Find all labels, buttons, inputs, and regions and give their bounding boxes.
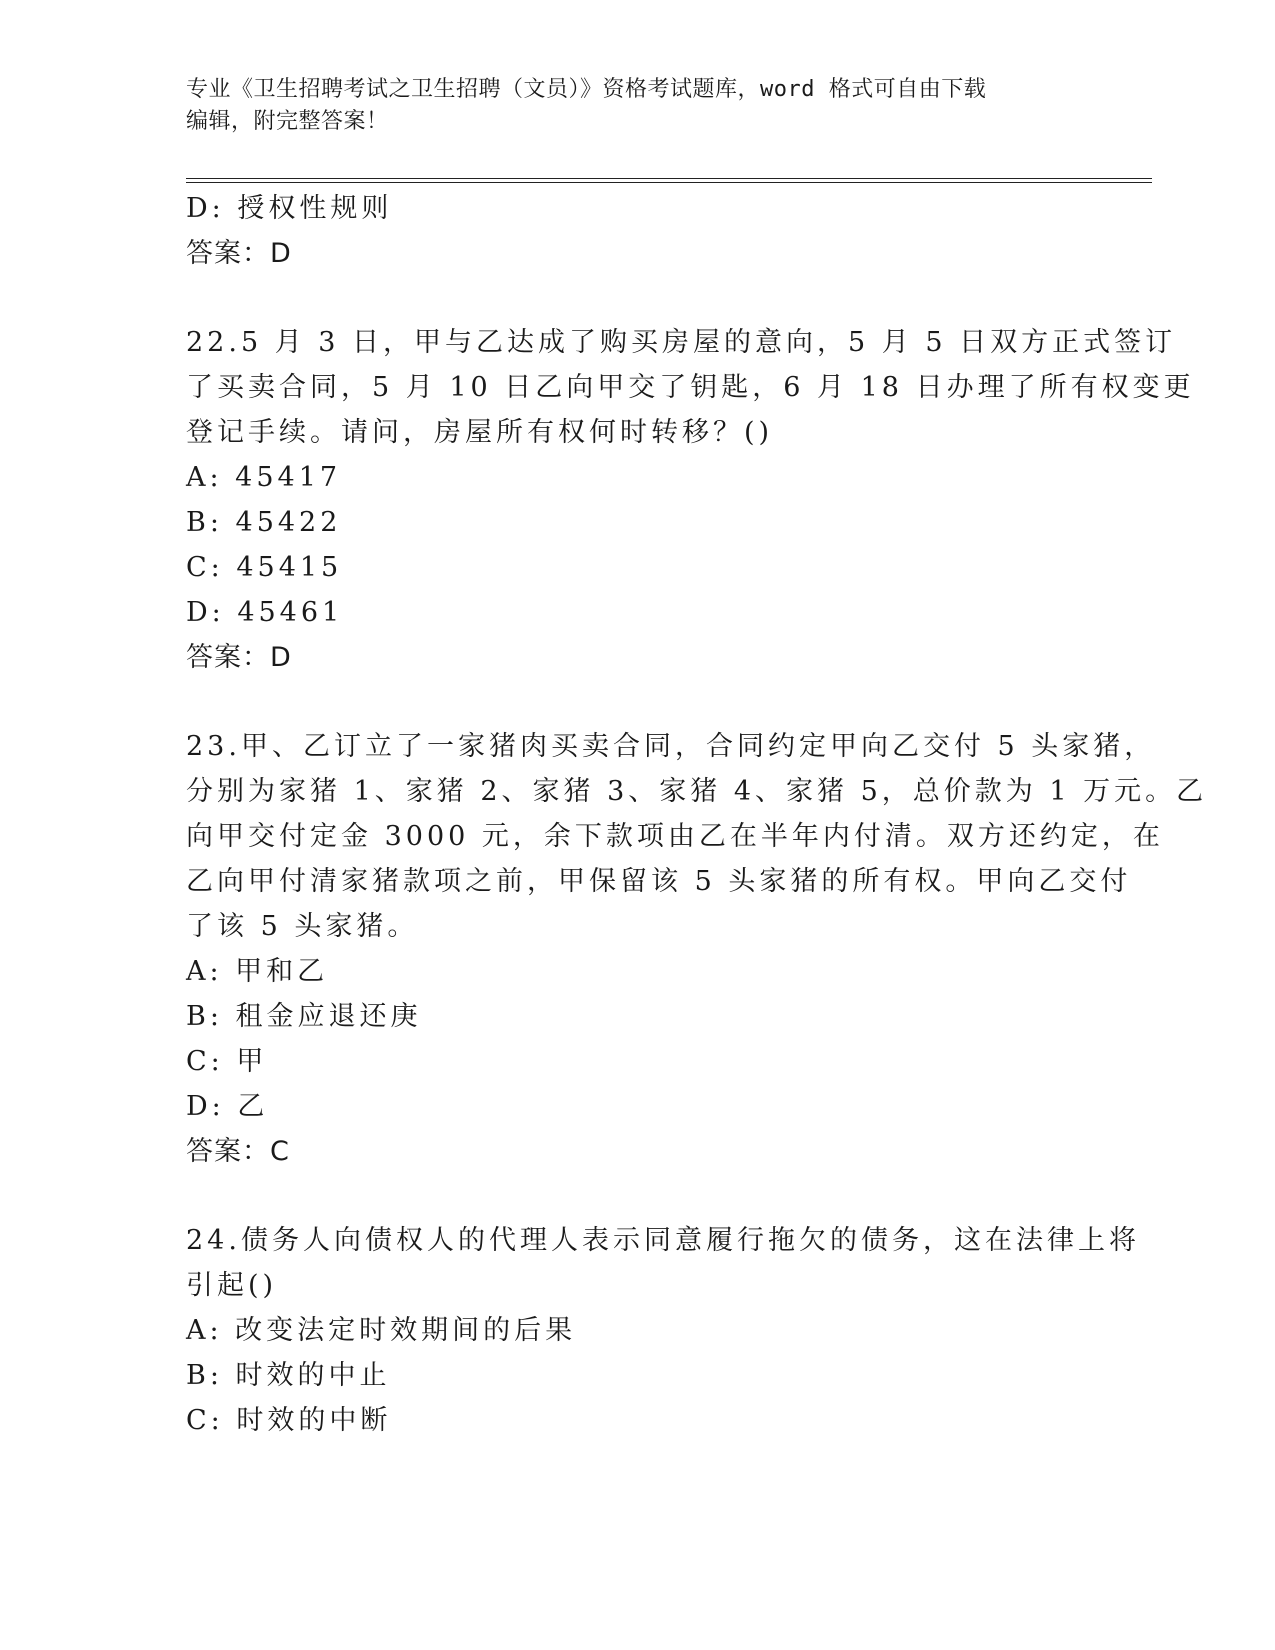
q24-option-a: A: 改变法定时效期间的后果 [186, 1315, 577, 1346]
q23-option-a: A: 甲和乙 [186, 956, 329, 987]
q22-option-d: D: 45461 [186, 597, 344, 628]
q22-option-b: B: 45422 [186, 507, 342, 538]
q22-option-c: C: 45415 [186, 552, 343, 583]
q23-stem-line-1: 23.甲、乙订立了一家猪肉买卖合同，合同约定甲向乙交付 5 头家猪， [186, 731, 1156, 762]
question-22 [186, 320, 1195, 680]
q24-option-b: B: 时效的中止 [186, 1360, 391, 1391]
q23-stem-line-4: 乙向甲付清家猪款项之前，甲保留该 5 头家猪的所有权。甲向乙交付 [186, 866, 1132, 897]
question-spacer [186, 276, 1086, 320]
header-divider-bottom [186, 182, 1152, 183]
q23-option-c: C: 甲 [186, 1046, 268, 1077]
q23-stem-line-5: 了该 5 头家猪。 [186, 911, 419, 942]
q23-stem-line-2: 分别为家猪 1、家猪 2、家猪 3、家猪 4、家猪 5，总价款为 1 万元。乙 [186, 776, 1208, 807]
q22-option-a: A: 45417 [186, 462, 342, 493]
question-24 [186, 1218, 1140, 1443]
q23-option-b: B: 租金应退还庚 [186, 1001, 422, 1032]
header-line-1: 专业《卫生招聘考试之卫生招聘（文员）》资格考试题库，word 格式可自由下载 [186, 77, 987, 102]
header-divider-top [186, 178, 1152, 179]
q22-stem-line-1: 22.5 月 3 日，甲与乙达成了购买房屋的意向，5 月 5 日双方正式签订 [186, 327, 1177, 358]
question-23 [186, 724, 1208, 1174]
q24-stem-line-2: 引起() [186, 1270, 278, 1301]
q23-option-d: D: 乙 [186, 1091, 269, 1122]
q22-stem-line-3: 登记手续。请问，房屋所有权何时转移？() [186, 417, 774, 448]
question-spacer [186, 1174, 1086, 1218]
q22-answer: 答案：D [186, 642, 292, 673]
q23-stem-line-3: 向甲交付定金 3000 元，余下款项由乙在半年内付清。双方还约定，在 [186, 821, 1164, 852]
prev-option-d: D: 授权性规则 [186, 193, 393, 224]
question-content [186, 186, 1208, 1443]
q23-answer: 答案：C [186, 1136, 290, 1167]
q24-stem-line-1: 24.债务人向债权人的代理人表示同意履行拖欠的债务，这在法律上将 [186, 1225, 1140, 1256]
q22-stem-line-2: 了买卖合同，5 月 10 日乙向甲交了钥匙，6 月 18 日办理了所有权变更 [186, 372, 1195, 403]
header-line-2: 编辑，附完整答案！ [186, 109, 389, 134]
q24-option-c: C: 时效的中断 [186, 1405, 392, 1436]
prev-answer: 答案：D [186, 238, 292, 269]
question-spacer [186, 680, 1086, 724]
document-header [186, 74, 1086, 138]
